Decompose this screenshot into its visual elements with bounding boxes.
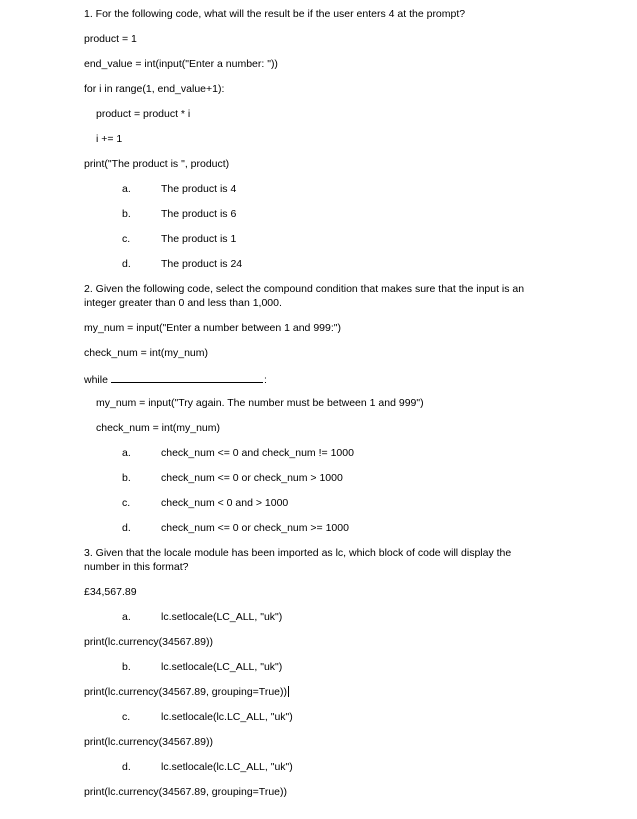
q2-code-line: check_num = int(my_num) xyxy=(96,422,221,434)
q2-option-letter: c. xyxy=(122,497,131,509)
q1-option-text: The product is 1 xyxy=(161,233,237,245)
fill-in-blank[interactable] xyxy=(111,372,263,383)
q2-code-line: my_num = input("Enter a number between 1 and 999:") xyxy=(84,322,341,334)
q1-option-text: The product is 6 xyxy=(161,208,237,220)
q2-option-letter: a. xyxy=(122,447,131,459)
q3-option-code: print(lc.currency(34567.89, grouping=True)) xyxy=(84,686,288,698)
q3-option-text: lc.setlocale(LC_ALL, "uk") xyxy=(161,661,283,673)
q1-code-line: product = 1 xyxy=(84,33,137,45)
q1-option-letter: c. xyxy=(122,233,131,245)
question-3-prompt: 3. Given that the locale module has been imported as lc, which block of code will display the xyxy=(84,547,512,559)
q2-code-line: check_num = int(my_num) xyxy=(84,347,209,359)
q1-code-line: print("The product is ", product) xyxy=(84,158,230,170)
q1-code-line: i += 1 xyxy=(96,133,123,145)
q2-option-text: check_num < 0 and > 1000 xyxy=(161,497,289,509)
q3-option-text: lc.setlocale(LC_ALL, "uk") xyxy=(161,611,283,623)
q3-option-code: print(lc.currency(34567.89, grouping=True)) xyxy=(84,786,288,798)
q2-option-text: check_num <= 0 or check_num >= 1000 xyxy=(161,522,349,534)
q3-option-letter: a. xyxy=(122,611,131,623)
while-colon: : xyxy=(263,374,267,386)
q3-option-text: lc.setlocale(lc.LC_ALL, "uk") xyxy=(161,761,293,773)
q3-format-example: £34,567.89 xyxy=(84,586,137,598)
q1-code-line: for i in range(1, end_value+1): xyxy=(84,83,225,95)
q1-option-text: The product is 4 xyxy=(161,183,237,195)
q1-option-letter: b. xyxy=(122,208,131,220)
question-2-prompt: 2. Given the following code, select the compound condition that makes sure that the input is an xyxy=(84,283,525,295)
q3-option-letter: b. xyxy=(122,661,131,673)
q3-option-code: print(lc.currency(34567.89)) xyxy=(84,636,213,648)
while-keyword: while xyxy=(84,374,108,386)
q3-option-letter: c. xyxy=(122,711,131,723)
q2-option-text: check_num <= 0 or check_num > 1000 xyxy=(161,472,343,484)
q3-option-letter: d. xyxy=(122,761,131,773)
question-3-prompt-continued: number in this format? xyxy=(84,561,189,573)
q2-code-line: my_num = input("Try again. The number must be between 1 and 999") xyxy=(96,397,424,409)
q1-code-line: product = product * i xyxy=(96,108,191,120)
q2-option-letter: d. xyxy=(122,522,131,534)
q3-option-code: print(lc.currency(34567.89)) xyxy=(84,736,213,748)
q2-while-line xyxy=(84,372,267,387)
q3-option-text: lc.setlocale(lc.LC_ALL, "uk") xyxy=(161,711,293,723)
q1-option-letter: a. xyxy=(122,183,131,195)
q1-option-text: The product is 24 xyxy=(161,258,243,270)
text-cursor xyxy=(288,686,289,697)
q3-option-code-line xyxy=(84,686,289,699)
q1-code-line: end_value = int(input("Enter a number: ")) xyxy=(84,58,278,70)
q2-option-letter: b. xyxy=(122,472,131,484)
q2-option-text: check_num <= 0 and check_num != 1000 xyxy=(161,447,354,459)
q1-option-letter: d. xyxy=(122,258,131,270)
question-2-prompt-continued: integer greater than 0 and less than 1,000. xyxy=(84,297,282,309)
question-1-prompt: 1. For the following code, what will the result be if the user enters 4 at the prompt? xyxy=(84,8,466,20)
